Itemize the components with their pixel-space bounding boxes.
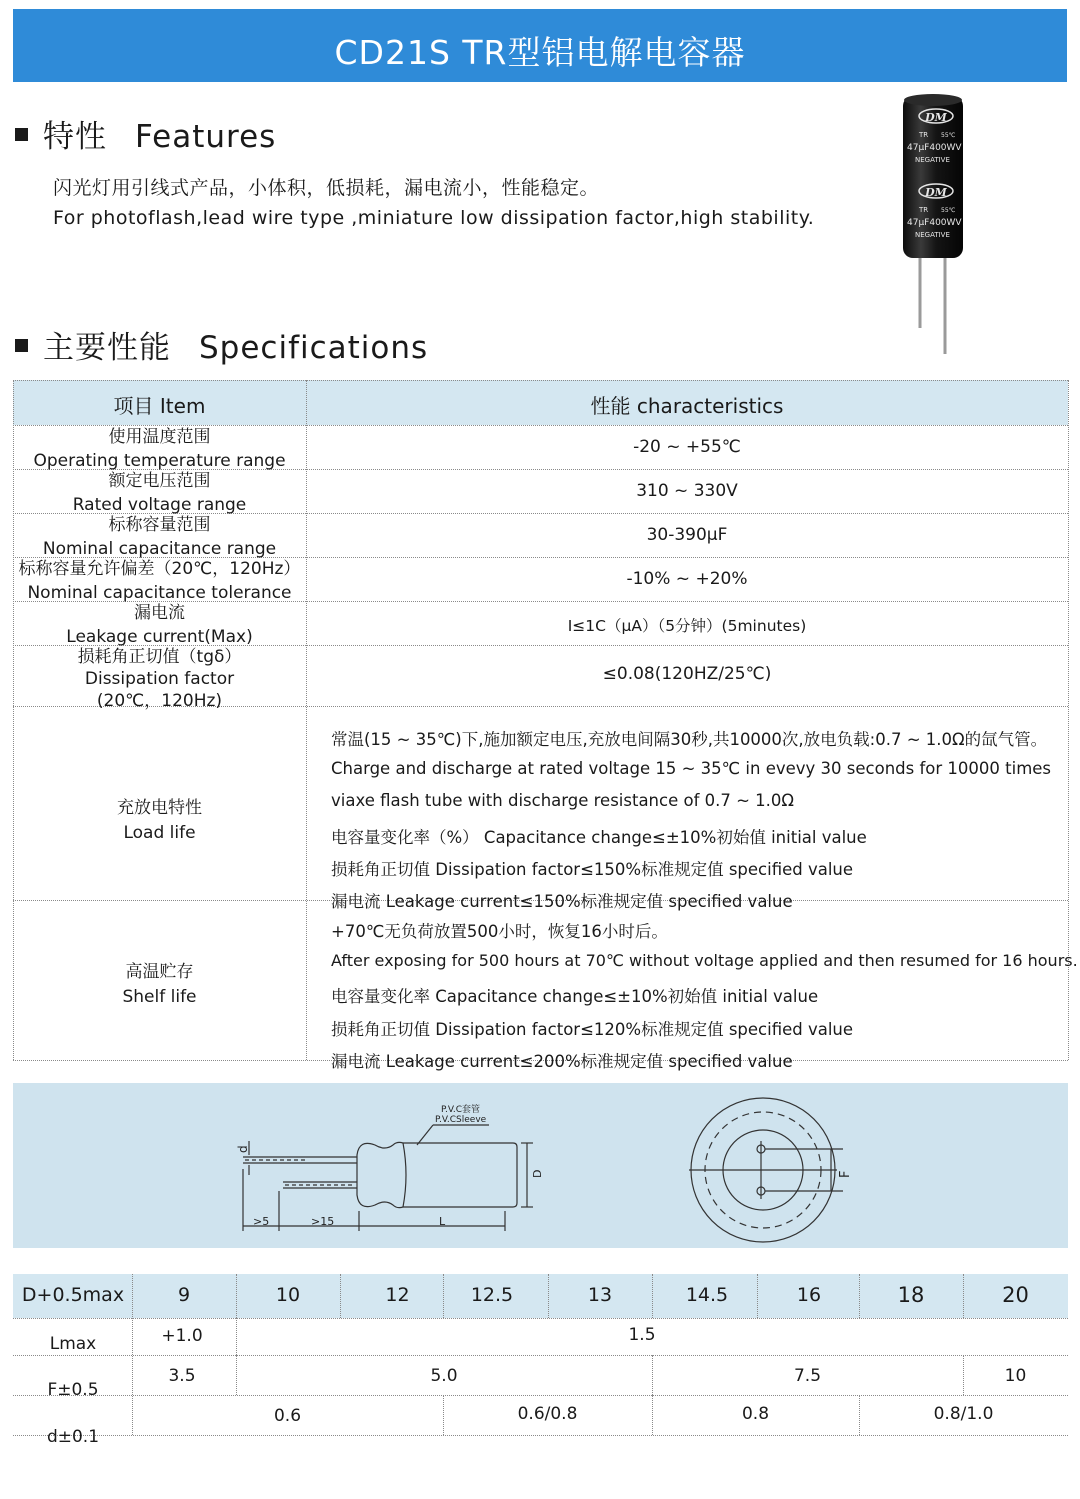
dim-lmax-value: 1.5 xyxy=(628,1325,656,1345)
dim-diameter: 12.5 xyxy=(470,1284,514,1306)
svg-text:DM: DM xyxy=(925,111,947,124)
spec-value-dissipation: ≤0.08(120HZ/25℃) xyxy=(602,664,772,684)
dim-diameter: 16 xyxy=(796,1284,822,1306)
shelf-life-line: 漏电流 Leakage current≤200%标准规定值 specified value xyxy=(331,1052,793,1071)
spec-header-characteristics: 性能 characteristics xyxy=(590,394,784,418)
spec-value-capacitance: 30-390μF xyxy=(646,525,728,545)
dim-d-label: d±0.1 xyxy=(46,1427,100,1447)
spec-row-temperature: 使用温度范围 Operating temperature range xyxy=(33,427,286,471)
dim-f-value: 3.5 xyxy=(168,1366,196,1386)
spec-row-leakage: 漏电流 Leakage current(Max) xyxy=(66,603,253,647)
shelf-life-line: 电容量变化率 Capacitance change≤±10%初始值 initial value xyxy=(331,987,819,1006)
dim-diameter: 18 xyxy=(897,1283,925,1307)
dim-d-value: 0.6 xyxy=(273,1406,302,1426)
dim-d-value: 0.8 xyxy=(741,1404,770,1424)
spec-row-voltage: 额定电压范围 Rated voltage range xyxy=(72,471,247,515)
dim-diameter: 13 xyxy=(587,1284,613,1306)
svg-text:>5: >5 xyxy=(253,1215,270,1228)
dim-lmax-value: +1.0 xyxy=(161,1326,203,1346)
dim-diameter: 10 xyxy=(275,1284,301,1306)
features-heading xyxy=(15,111,276,156)
svg-text:55℃: 55℃ xyxy=(941,207,956,214)
shelf-life-line: After exposing for 500 hours at 70℃ without voltage applied and then resumed for 16 hours. xyxy=(331,951,1078,970)
dim-f-value: 5.0 xyxy=(430,1366,458,1386)
spec-value-voltage: 310 ~ 330V xyxy=(636,481,738,501)
svg-text:NEGATIVE: NEGATIVE xyxy=(915,156,950,164)
svg-text:TR: TR xyxy=(919,131,929,139)
dim-header-label: D+0.5max xyxy=(21,1284,125,1306)
svg-text:TR: TR xyxy=(919,206,929,214)
spec-row-shelf-life: 高温贮存 Shelf life xyxy=(122,962,197,1007)
specifications-heading xyxy=(15,322,428,367)
capacitor-photo xyxy=(895,92,975,358)
features-line-en: For photoflash,lead wire type ,miniature low dissipation factor,high stability. xyxy=(53,207,815,229)
dimension-diagram xyxy=(13,1083,1068,1248)
dim-diameter: 9 xyxy=(177,1284,191,1306)
dim-lmax-label: Lmax xyxy=(49,1334,97,1354)
svg-text:>15: >15 xyxy=(311,1215,335,1228)
features-line-cn: 闪光灯用引线式产品，小体积，低损耗，漏电流小，性能稳定。 xyxy=(53,177,600,199)
svg-text:55℃: 55℃ xyxy=(941,132,956,139)
spec-value-leakage: I≤1C（μA）（5分钟）(5minutes) xyxy=(567,617,807,635)
spec-row-tolerance: 标称容量允许偏差（20℃，120Hz） Nominal capacitance tolerance xyxy=(18,559,301,603)
dim-f-value: 7.5 xyxy=(793,1366,822,1386)
svg-text:P.V.CSleeve: P.V.CSleeve xyxy=(435,1115,487,1125)
dim-f-value: 10 xyxy=(1004,1366,1027,1386)
svg-text:47μF400WV: 47μF400WV xyxy=(907,218,962,228)
spec-row-load-life: 充放电特性 Load life xyxy=(117,798,202,843)
svg-text:D: D xyxy=(531,1169,544,1178)
specifications-heading-cn: 主要性能 xyxy=(43,330,171,366)
load-life-line: 损耗角正切值 Dissipation factor≤150%标准规定值 specified value xyxy=(331,860,854,879)
specifications-heading-en: Specifications xyxy=(199,330,429,366)
svg-text:DM: DM xyxy=(925,186,947,199)
spec-row-capacitance: 标称容量范围 Nominal capacitance range xyxy=(42,515,277,559)
load-life-line: 漏电流 Leakage current≤150%标准规定值 specified value xyxy=(331,892,793,911)
shelf-life-line: 损耗角正切值 Dissipation factor≤120%标准规定值 specified value xyxy=(331,1020,854,1039)
svg-text:d: d xyxy=(236,1145,250,1153)
load-life-line: 常温(15 ~ 35℃)下,施加额定电压,充放电间隔30秒,共10000次,放电负载:0.7 ~ 1.0Ω的氙气管。 xyxy=(331,730,1048,749)
features-heading-cn: 特性 xyxy=(43,119,107,155)
bullet-square-icon xyxy=(15,128,28,141)
svg-text:P.V.C套管: P.V.C套管 xyxy=(441,1105,481,1115)
dim-diameter: 12 xyxy=(385,1284,410,1306)
svg-text:F: F xyxy=(838,1170,853,1178)
dim-diameter: 14.5 xyxy=(685,1284,729,1306)
bullet-square-icon xyxy=(15,339,28,352)
dim-d-value: 0.6/0.8 xyxy=(517,1404,578,1424)
spec-value-tolerance: -10% ~ +20% xyxy=(626,569,748,589)
svg-text:NEGATIVE: NEGATIVE xyxy=(915,231,950,239)
dim-diameter: 20 xyxy=(1002,1283,1029,1307)
svg-text:L: L xyxy=(439,1215,446,1228)
load-life-line: Charge and discharge at rated voltage 15 ~ 35℃ in evevy 30 seconds for 10000 times xyxy=(331,759,1052,778)
load-life-line: 电容量变化率（%） Capacitance change≤±10%初始值 initial value xyxy=(331,828,867,847)
title-bar xyxy=(13,9,1067,82)
spec-row-dissipation: 损耗角正切值（tgδ） Dissipation factor (20℃，120Hz) xyxy=(77,647,242,711)
spec-header-item: 项目 Item xyxy=(113,394,206,418)
load-life-line: viaxe flash tube with discharge resistance of 0.7 ~ 1.0Ω xyxy=(331,791,795,810)
shelf-life-line: +70℃无负荷放置500小时，恢复16小时后。 xyxy=(331,922,668,941)
features-heading-en: Features xyxy=(135,119,277,155)
page-title: CD21S TR型铝电解电容器 xyxy=(334,33,746,72)
dim-f-label: F±0.5 xyxy=(47,1380,99,1400)
dim-d-value: 0.8/1.0 xyxy=(933,1404,994,1424)
spec-value-temperature: -20 ~ +55℃ xyxy=(633,437,741,457)
svg-text:47μF400WV: 47μF400WV xyxy=(907,143,962,153)
